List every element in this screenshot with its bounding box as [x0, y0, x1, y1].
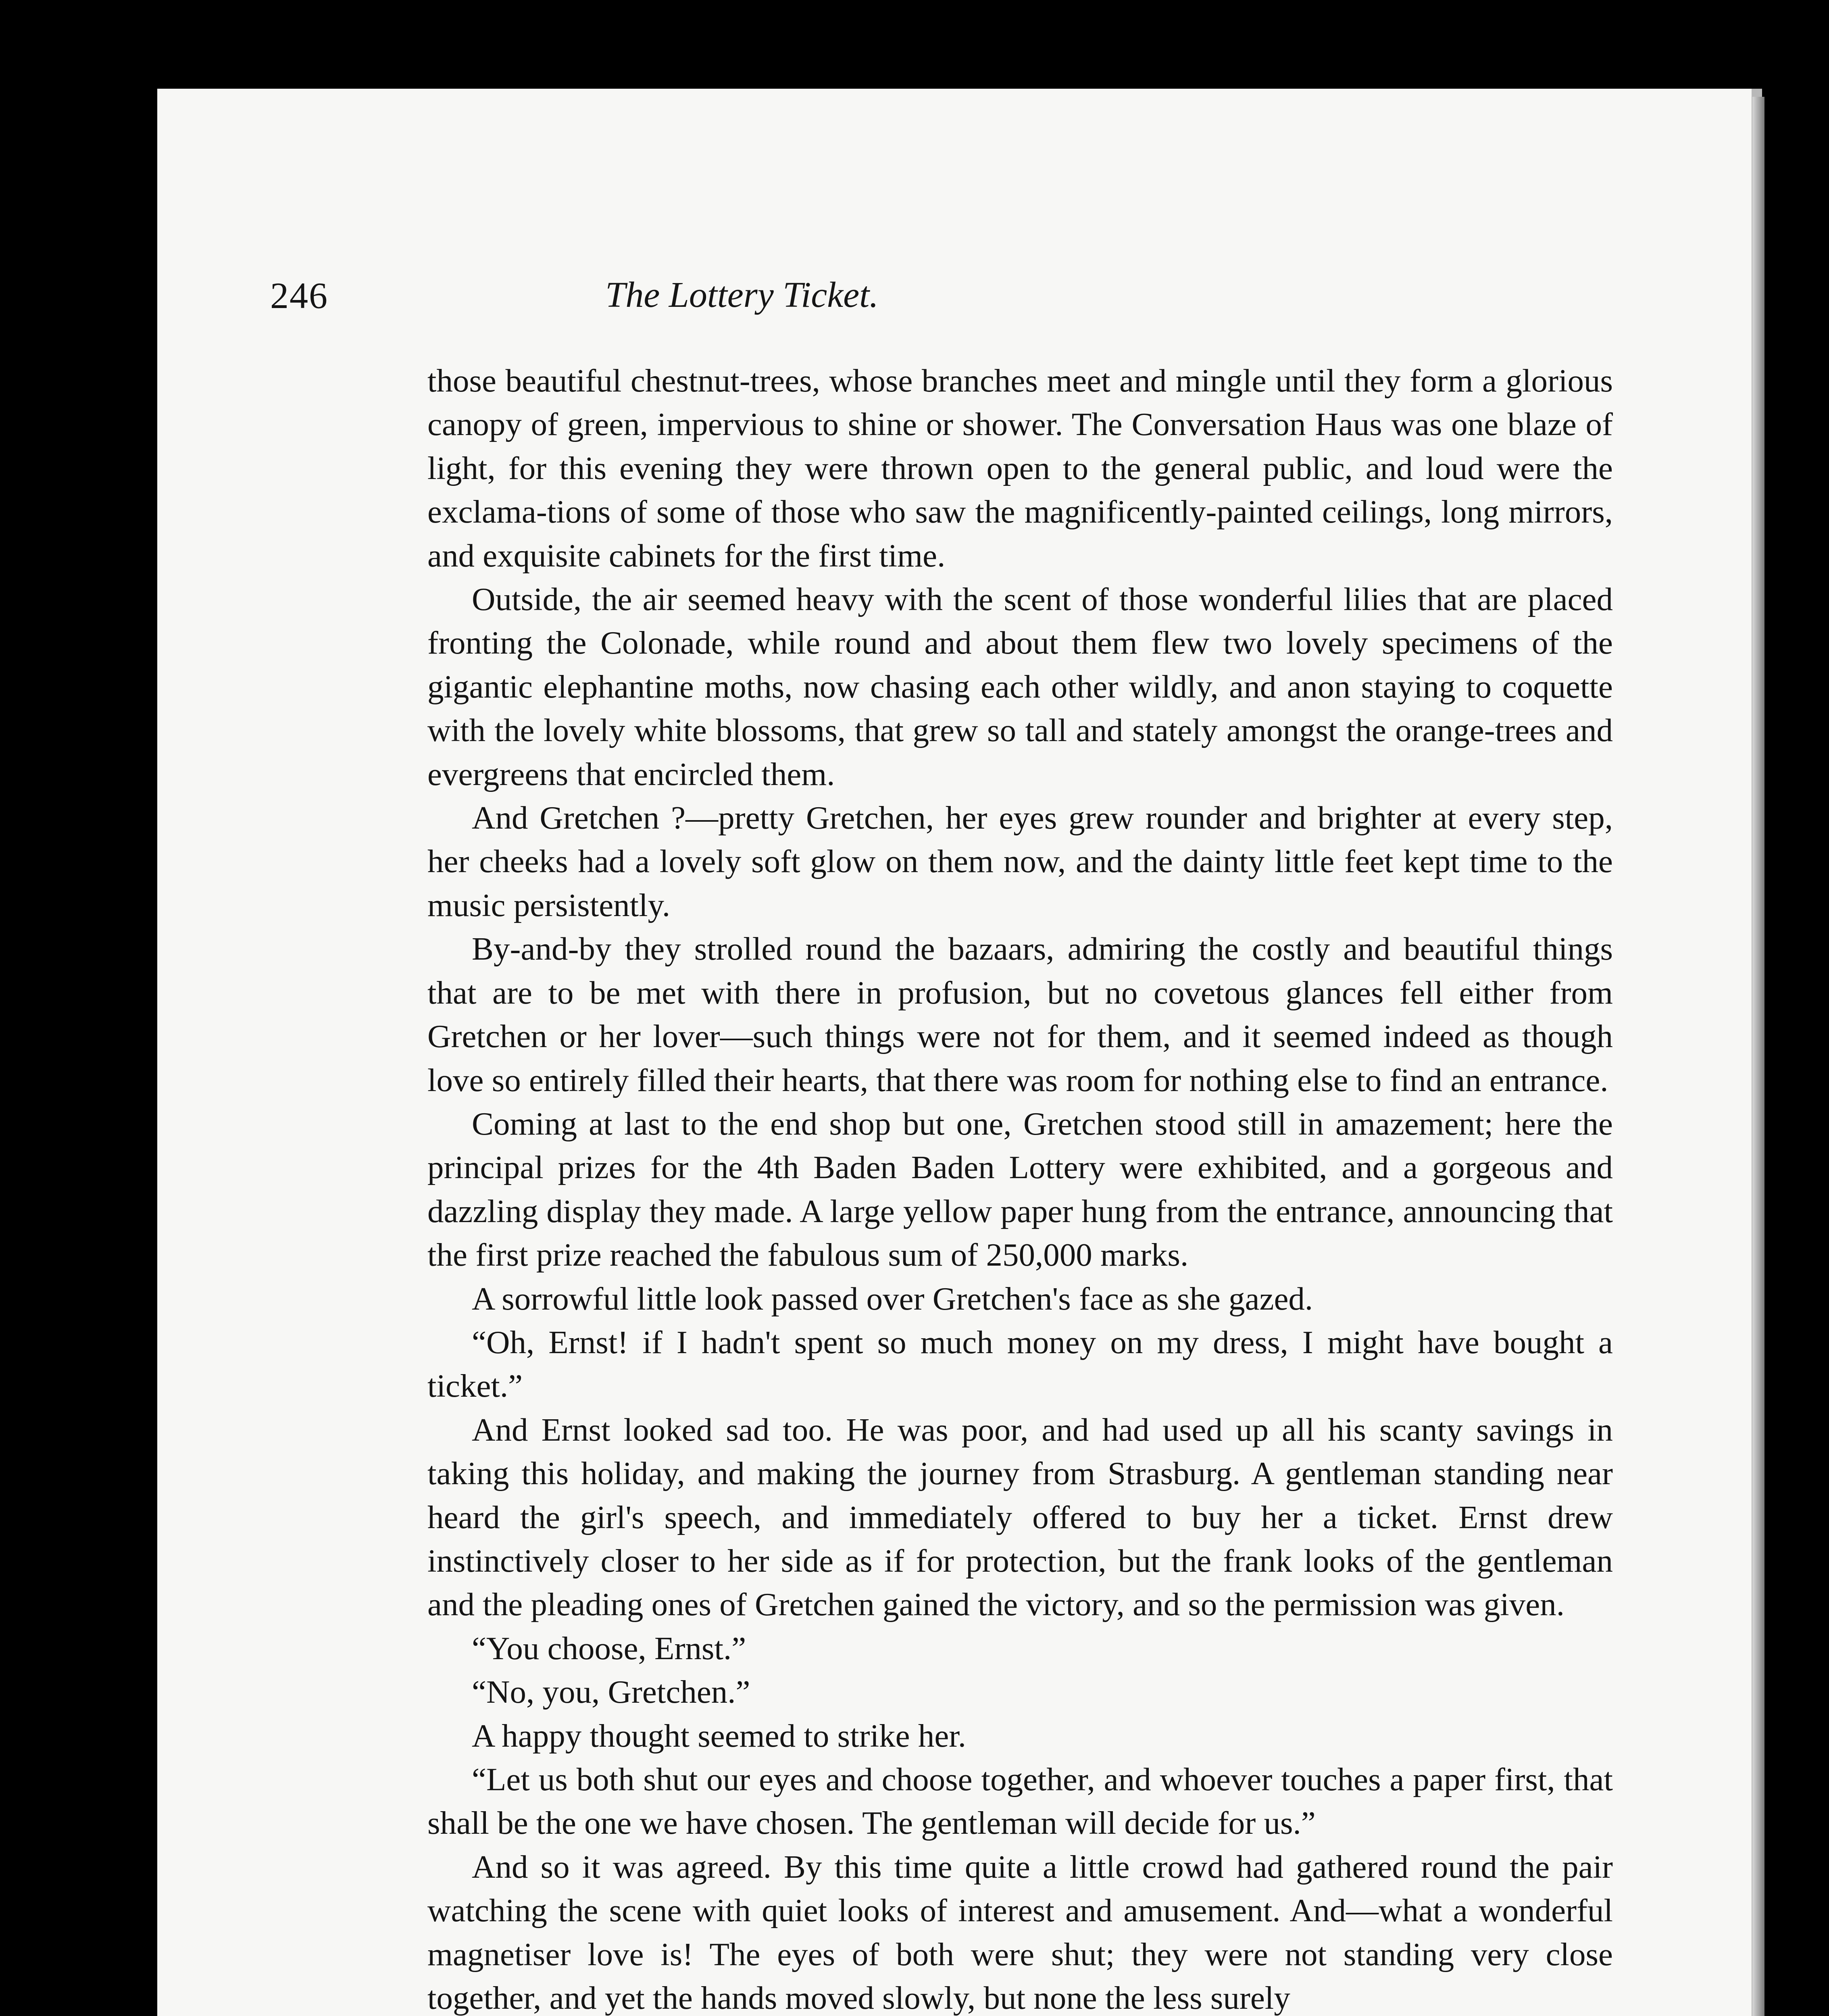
running-head — [270, 274, 1214, 331]
page-edge — [1752, 97, 1764, 2016]
body-text — [427, 359, 1613, 2016]
paragraph: A happy thought seemed to strike her. — [472, 1717, 967, 1754]
page-number: 246 — [270, 275, 328, 316]
paragraph: Coming at last to the end shop but one, Gretchen stood still in amazement; here the principal prizes for the 4th Baden Baden Lottery were exhibited, and a gorgeous and dazzling display they made. A large yellow paper hung from the entrance, announcing that the first prize reached the fabulous sum of 250,000 marks. — [427, 1105, 1613, 1273]
paragraph: “You choose, Ernst.” — [472, 1630, 746, 1666]
paragraph: Outside, the air seemed heavy with the scent of those wonderful lilies that are placed fronting the Colonade, while round and about them flew two lovely specimens of the gigantic elephantine moths, now chasing each other wildly, and anon staying to coquette with the lovely white blossoms, that grew so tall and stately amongst the orange-trees and evergreens that encircled them. — [427, 581, 1613, 792]
paragraph: A sorrowful little look passed over Gretchen's face as she gazed. — [472, 1280, 1313, 1317]
paragraph: those beautiful chestnut-trees, whose branches meet and mingle until they form a glorious canopy of green, impervious to shine or shower. The Conversation Haus was one blaze of light, for this evening they were thrown open to the general public, and loud were the exclama-tions of some of those who saw the magnificently-painted ceilings, long mirrors, and exquisite cabinets for the first time. — [427, 362, 1613, 574]
paragraph: And Ernst looked sad too. He was poor, and had used up all his scanty savings in taking this holiday, and making the journey from Strasburg. A gentleman standing near heard the girl's speech, and immediately offered to buy her a ticket. Ernst drew instinctively closer to her side as if for protection, but the frank looks of the gentleman and the pleading ones of Gretchen gained the victory, and so the permission was given. — [427, 1411, 1613, 1623]
paragraph: And Gretchen ?—pretty Gretchen, her eyes grew rounder and brighter at every step, her cheeks had a lovely soft glow on them now, and the dainty little feet kept time to the music persistently. — [427, 800, 1613, 923]
paragraph: “No, you, Gretchen.” — [472, 1674, 750, 1710]
paragraph: “Oh, Ernst! if I hadn't spent so much money on my dress, I might have bought a ticket.” — [427, 1324, 1613, 1404]
paragraph: By-and-by they strolled round the bazaars, admiring the costly and beautiful things that are to be met with there in profusion, but no covetous glances fell either from Gretchen or her lover—such things were not for them, and it seemed indeed as though love so entirely filled their hearts, that there was room for nothing else to find an entrance. — [427, 931, 1613, 1098]
paragraph: And so it was agreed. By this time quite a little crowd had gathered round the pair watching the scene with quiet looks of interest and amusement. And—what a wonderful magnetiser love is! The eyes of both were shut; they were not standing very close together, and yet the hands moved slowly, but none the less surely — [427, 1848, 1613, 2016]
paragraph: “Let us both shut our eyes and choose together, and whoever touches a paper first, that shall be the one we have chosen. The gentleman will decide for us.” — [427, 1761, 1613, 1841]
running-title: The Lottery Ticket. — [605, 275, 879, 315]
